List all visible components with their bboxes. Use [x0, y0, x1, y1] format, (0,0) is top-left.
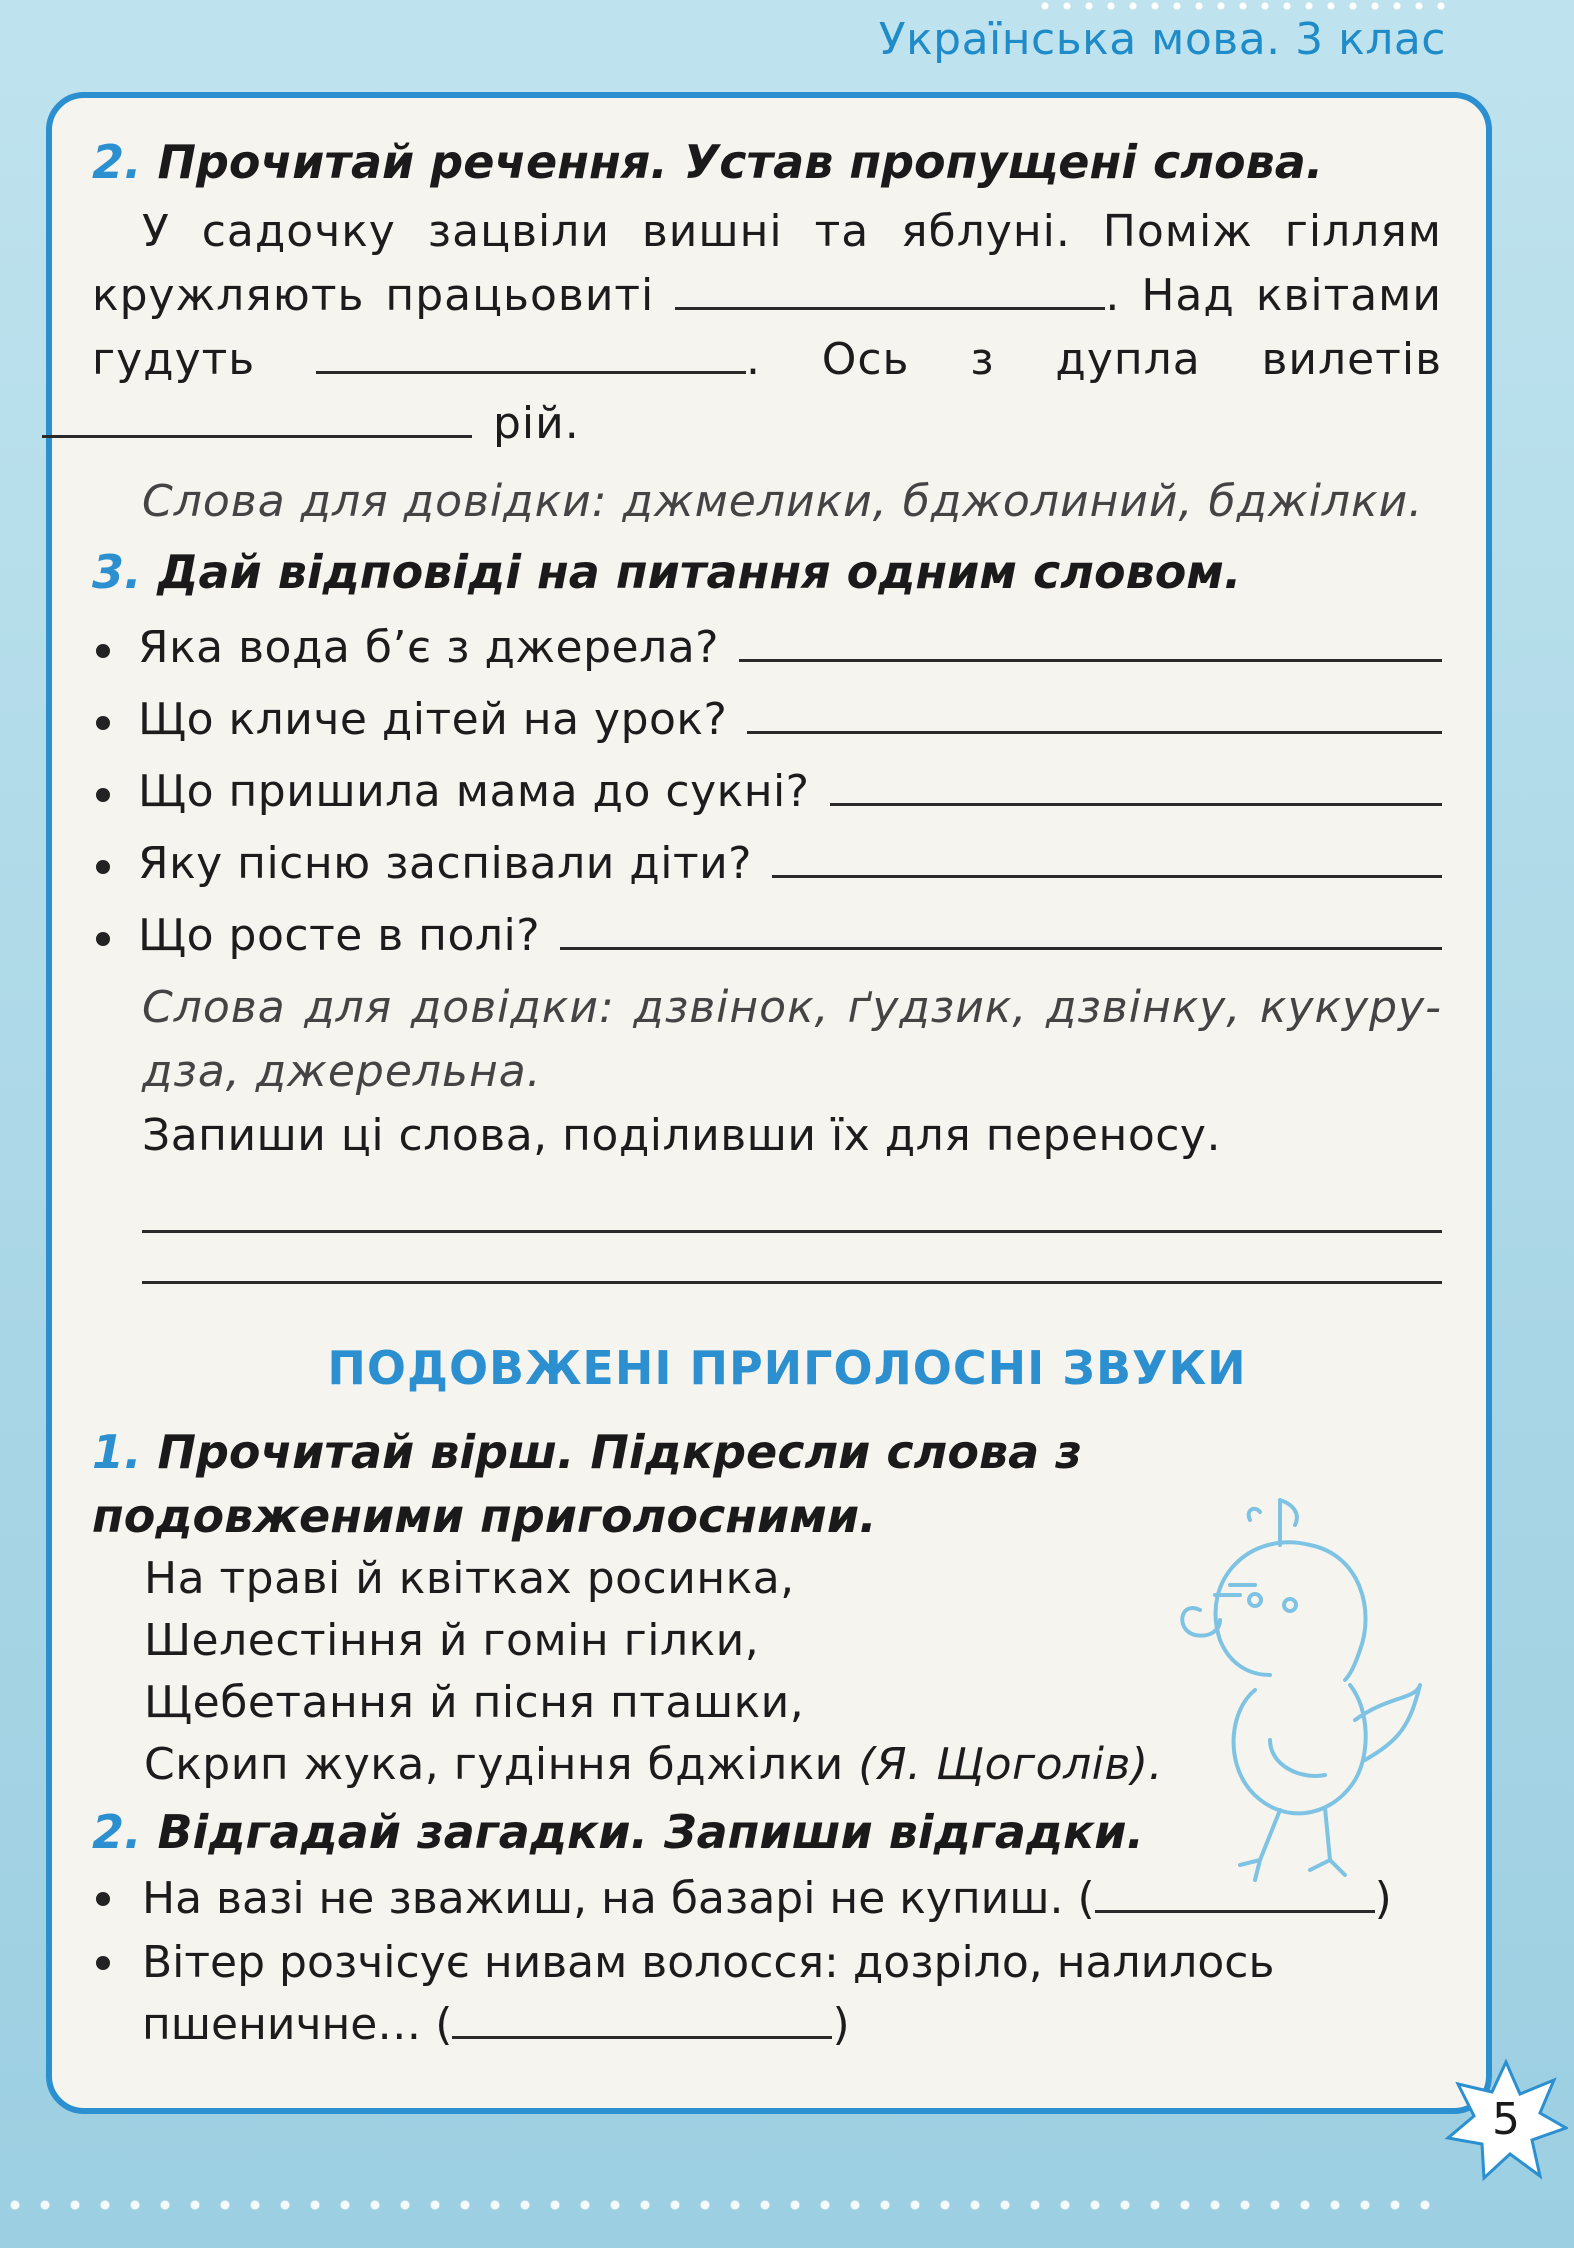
blank-3[interactable]	[42, 399, 472, 438]
poem-line: На траві й квітках росинка,	[144, 1553, 795, 1604]
task-3-heading	[92, 540, 1442, 604]
task-2-number: 2.	[92, 135, 142, 189]
book-title: Українська мова. 3 клас	[878, 14, 1446, 65]
bullet-icon	[96, 1956, 110, 1970]
questions-list	[92, 608, 1442, 968]
poem-line-text: Скрип жука, гудіння бджілки	[144, 1739, 844, 1790]
poem-line: Шелестіння й гомін гілки,	[144, 1615, 760, 1666]
task-3-number: 3.	[92, 545, 142, 599]
answer-line[interactable]	[560, 947, 1442, 950]
list-item	[92, 608, 1442, 680]
answer-line[interactable]	[772, 875, 1442, 878]
task-2-heading	[92, 130, 1442, 194]
writing-line-2[interactable]	[142, 1233, 1442, 1284]
task-3-title: Дай відповіді на питання одним словом.	[157, 545, 1242, 599]
section-task-1-number: 1.	[92, 1425, 142, 1479]
list-item	[92, 896, 1442, 968]
question-text: Що росте в полі?	[138, 910, 541, 961]
poem-author: (Я. Щоголів).	[858, 1739, 1164, 1790]
blank-2[interactable]	[316, 335, 746, 374]
task-2-title: Прочитай речення. Устав пропущені слова.	[157, 135, 1324, 189]
riddle-text: Вітер розчісує нивам волосся: дозріло, налилось пшеничне… (	[142, 1937, 1275, 2050]
section-task-2-number: 2.	[92, 1805, 142, 1859]
list-item	[92, 752, 1442, 824]
answer-line[interactable]	[747, 731, 1442, 734]
riddle-close: )	[1374, 1873, 1392, 1924]
list-item	[92, 680, 1442, 752]
riddle-close: )	[832, 1999, 850, 2050]
bullet-icon	[96, 932, 110, 946]
task-3-instruction: Запиши ці слова, поділивши їх для переносу.	[142, 1110, 1221, 1161]
task-2-hint: Слова для довідки: джмелики, бджолиний, бджілки.	[142, 476, 1424, 527]
question-text: Яка вода б’є з джерела?	[138, 622, 720, 673]
task-2-text-1: У садочку зацвіли вишні та яблуні. Поміж гіллям кружляють працьовиті	[92, 206, 1442, 321]
task-3-hint: Слова для довідки: дзвінок, ґудзик, дзвінку, кукуру-дза, джерельна.	[142, 982, 1442, 1097]
bullet-icon	[96, 788, 110, 802]
riddle-answer-2[interactable]	[452, 2000, 832, 2039]
riddle-text: На вазі не зважиш, на базарі не купиш. (	[142, 1873, 1095, 1924]
question-text: Яку пісню заспівали діти?	[138, 838, 753, 889]
bullet-icon	[96, 716, 110, 730]
writing-line-1[interactable]	[142, 1168, 1442, 1233]
bird-icon	[1160, 1490, 1430, 1890]
list-item	[92, 824, 1442, 896]
bottom-dots	[0, 2198, 1430, 2212]
bullet-icon	[96, 644, 110, 658]
section-title: ПОДОВЖЕНІ ПРИГОЛОСНІ ЗВУКИ	[327, 1341, 1247, 1395]
page-number: 5	[1492, 2094, 1520, 2145]
riddles-list	[92, 1868, 1442, 2056]
header-dots	[1034, 0, 1454, 12]
answer-line[interactable]	[830, 803, 1442, 806]
poem-line: Щебетання й пісня пташки,	[144, 1677, 805, 1728]
bullet-icon	[96, 860, 110, 874]
blank-1[interactable]	[675, 271, 1105, 310]
section-task-2-title: Відгадай загадки. Запиши відгадки.	[157, 1805, 1144, 1859]
answer-line[interactable]	[739, 659, 1442, 662]
section-task-1-title: Прочитай вірш. Підкресли слова з подовженими приголосними.	[92, 1425, 1082, 1543]
question-text: Що пришила мама до сукні?	[138, 766, 810, 817]
question-text: Що кличе дітей на урок?	[138, 694, 728, 745]
task-2-paragraph	[92, 200, 1442, 456]
task-2-text-3: . Ось з дупла вилетів	[745, 334, 1442, 385]
task-2-text-2: . Над квітами гудуть	[92, 270, 1442, 385]
list-item	[92, 1932, 1442, 2056]
bullet-icon	[96, 1892, 110, 1906]
task-2-text-4: рій.	[493, 398, 580, 449]
